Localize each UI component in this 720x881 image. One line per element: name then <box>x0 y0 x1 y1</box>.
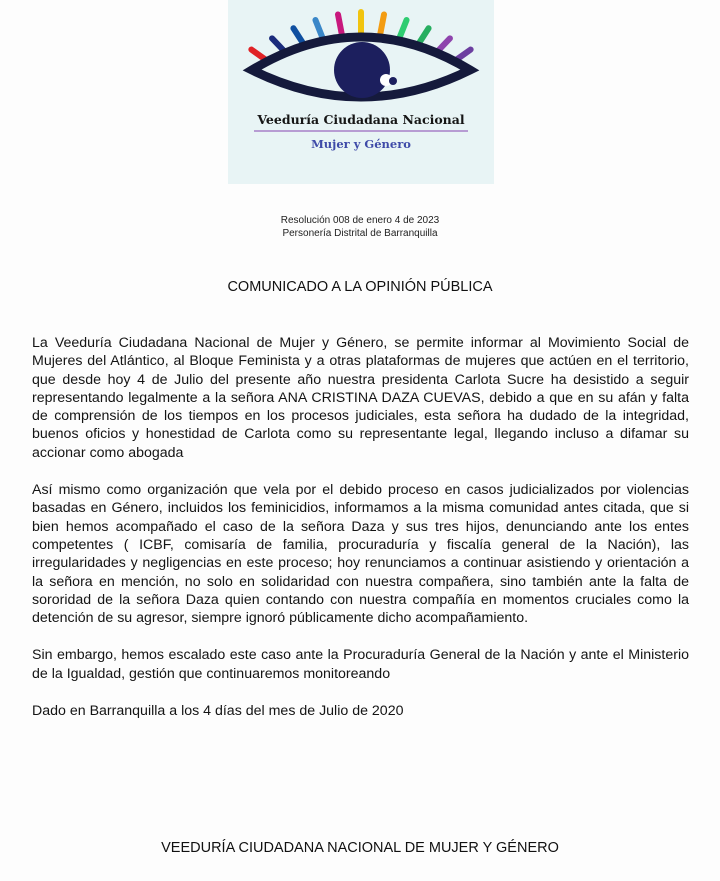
logo-subtitle: Mujer y Género <box>311 137 411 151</box>
eyelash-mark <box>399 20 407 39</box>
eyelash-mark <box>338 14 342 35</box>
resolution-header <box>0 214 720 240</box>
page-title: COMUNICADO A LA OPINIÓN PÚBLICA <box>227 279 493 295</box>
paragraph-2: Así mismo como organización que vela por el debido proceso en casos judicializados por violencias basadas en Género, incluidos los feminicidios, informamos a la misma comunidad antes citada, que si bien hemos acompañado el caso de la señora Daza y sus tres hijos, denunciando ante los entes competentes ( ICBF, comisaría de familia, procuraduría y fiscalía general de la Nación), las irregularidades y negligencias en este proceso; hoy renunciamos a continuar asistiendo y orientación a la señora en mención, no solo en solidaridad con nuestra compañera, sino también ante la falta de sororidad de la señora Daza quien contando con nuestra compañía en momentos cruciales como la detención de su agresor, siempre ignoró públicamente dicho acompañamiento. <box>32 482 689 627</box>
communique-body <box>32 334 689 739</box>
paragraph-3: Sin embargo, hemos escalado este caso ante la Procuraduría General de la Nación y ante el Ministerio de la Igualdad, gestión que continuaremos monitoreando <box>32 647 689 682</box>
iris-dot <box>389 77 397 85</box>
eyelash-mark <box>380 14 384 35</box>
logo-title: Veeduría Ciudadana Nacional <box>257 112 465 127</box>
resolution-number: Resolución 008 de enero 4 de 2023 <box>280 215 440 226</box>
eye-logo-icon <box>228 8 494 108</box>
paragraph-1: La Veeduría Ciudadana Nacional de Mujer y Género, se permite informar al Movimiento Social de Mujeres del Atlántico, al Bloque Feminista y a otras plataformas de mujeres que actúen en el territorio, que desde hoy 4 de Julio del presente año nuestra presidenta Carlota Sucre ha desistido a seguir representando legalmente a la señora ANA CRISTINA DAZA CUEVAS, debido a que en su afán y falta de comprensión de los tiempos en los procesos judiciales, esta señora ha dudado de la integridad, buenos oficios y honestidad de Carlota como su representante legal, llegando incluso a difamar su accionar como abogada <box>32 335 689 461</box>
paragraph-4: Dado en Barranquilla a los 4 días del mes de Julio de 2020 <box>32 703 404 720</box>
logo-divider <box>254 130 468 132</box>
signature: VEEDURÍA CIUDADANA NACIONAL DE MUJER Y GÉNERO <box>161 840 559 856</box>
issuing-office: Personería Distrital de Barranquilla <box>282 228 438 239</box>
iris <box>334 42 390 98</box>
eyelash-mark <box>315 20 323 39</box>
logo <box>228 0 494 184</box>
